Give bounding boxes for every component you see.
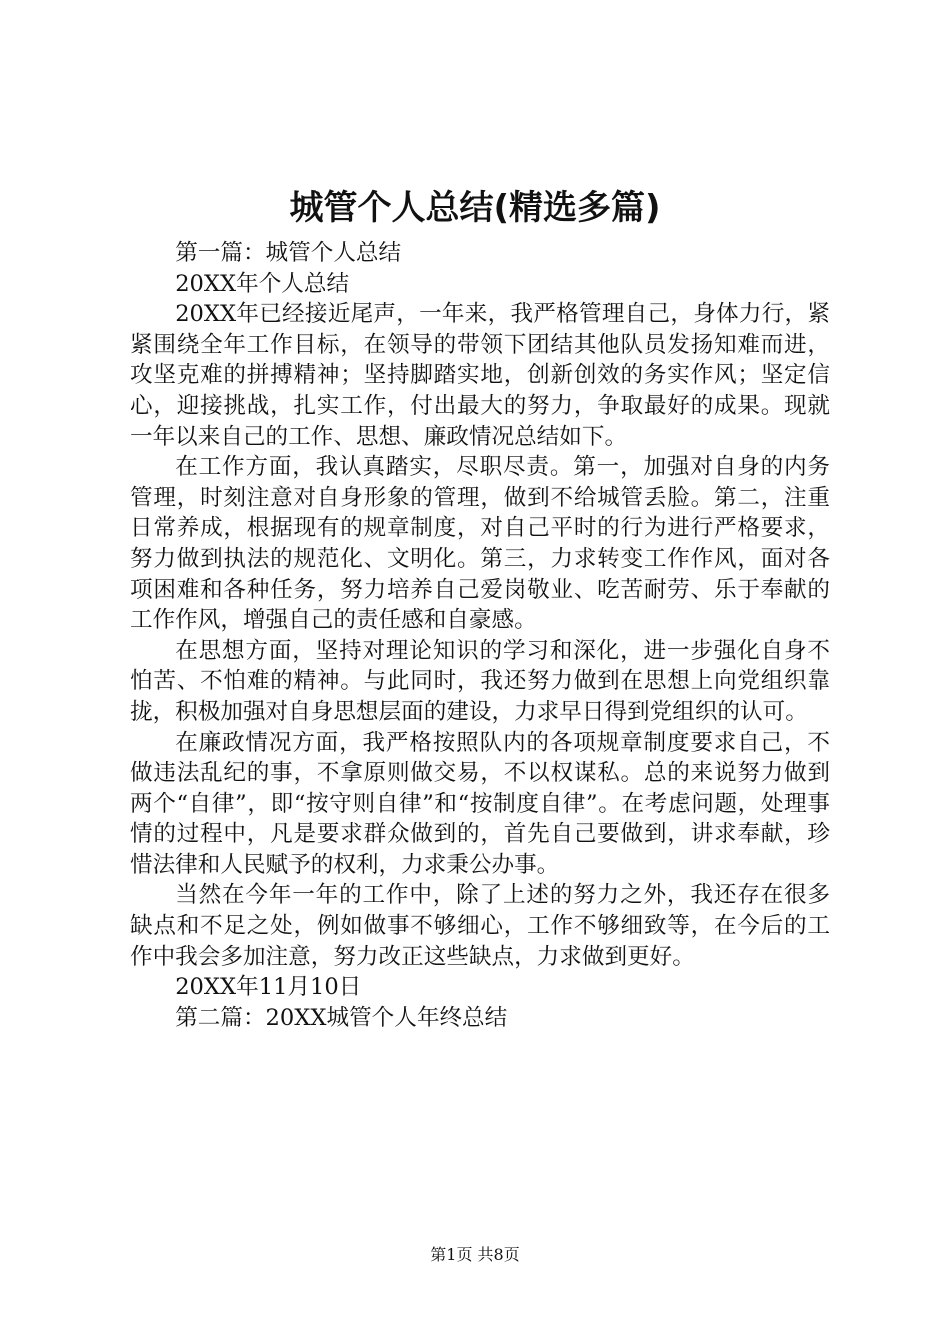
summary-heading: 20XX年个人总结 — [175, 270, 350, 297]
paragraph-thought: 在思想方面，坚持对理论知识的学习和深化，进一步强化自身不怕苦、不怕难的精神。与此同时，我还努力做到在思想上向党组织靠拢，积极加强对自身思想层面的建设，力求早日得到党组织的认可。 — [130, 637, 830, 725]
document-body — [130, 238, 830, 1033]
paragraph-shortcomings: 当然在今年一年的工作中，除了上述的努力之外，我还存在很多缺点和不足之处，例如做事不够细心，工作不够细致等，在今后的工作中我会多加注意，努力改正这些缺点，力求做到更好。 — [130, 882, 830, 970]
section-heading-2: 第二篇：20XX城管个人年终总结 — [175, 1004, 508, 1031]
paragraph-intro: 20XX年已经接近尾声，一年来，我严格管理自己，身体力行，紧紧围绕全年工作目标，在领导的带领下团结其他队员发扬知难而进，攻坚克难的拼搏精神；坚持脚踏实地，创新创效的务实作风；坚定信心，迎接挑战，扎实工作，付出最大的努力，争取最好的成果。现就一年以来自己的工作、思想、廉政情况总结如下。 — [130, 301, 830, 450]
paragraph-work: 在工作方面，我认真踏实，尽职尽责。第一，加强对自身的内务管理，时刻注意对自身形象的管理，做到不给城管丢脸。第二，注重日常养成，根据现有的规章制度，对自己平时的行为进行严格要求，努力做到执法的规范化、文明化。第三，力求转变工作作风，面对各项困难和各种任务，努力培养自己爱岗敬业、吃苦耐劳、乐于奉献的工作作风，增强自己的责任感和自豪感。 — [130, 454, 830, 634]
page-footer: 第1页 共8页 — [430, 1245, 520, 1264]
paragraph-integrity: 在廉政情况方面，我严格按照队内的各项规章制度要求自己，不做违法乱纪的事，不拿原则做交易，不以权谋私。总的来说努力做到两个“自律”，即“按守则自律”和“按制度自律”。在考虑问题，处理事情的过程中，凡是要求群众做到的，首先自己要做到，讲求奉献，珍惜法律和人民赋予的权利，力求秉公办事。 — [130, 729, 830, 878]
date-line: 20XX年11月10日 — [175, 974, 362, 1001]
document-title: 城管个人总结(精选多篇) — [289, 188, 661, 228]
section-heading-1: 第一篇：城管个人总结 — [175, 240, 402, 266]
